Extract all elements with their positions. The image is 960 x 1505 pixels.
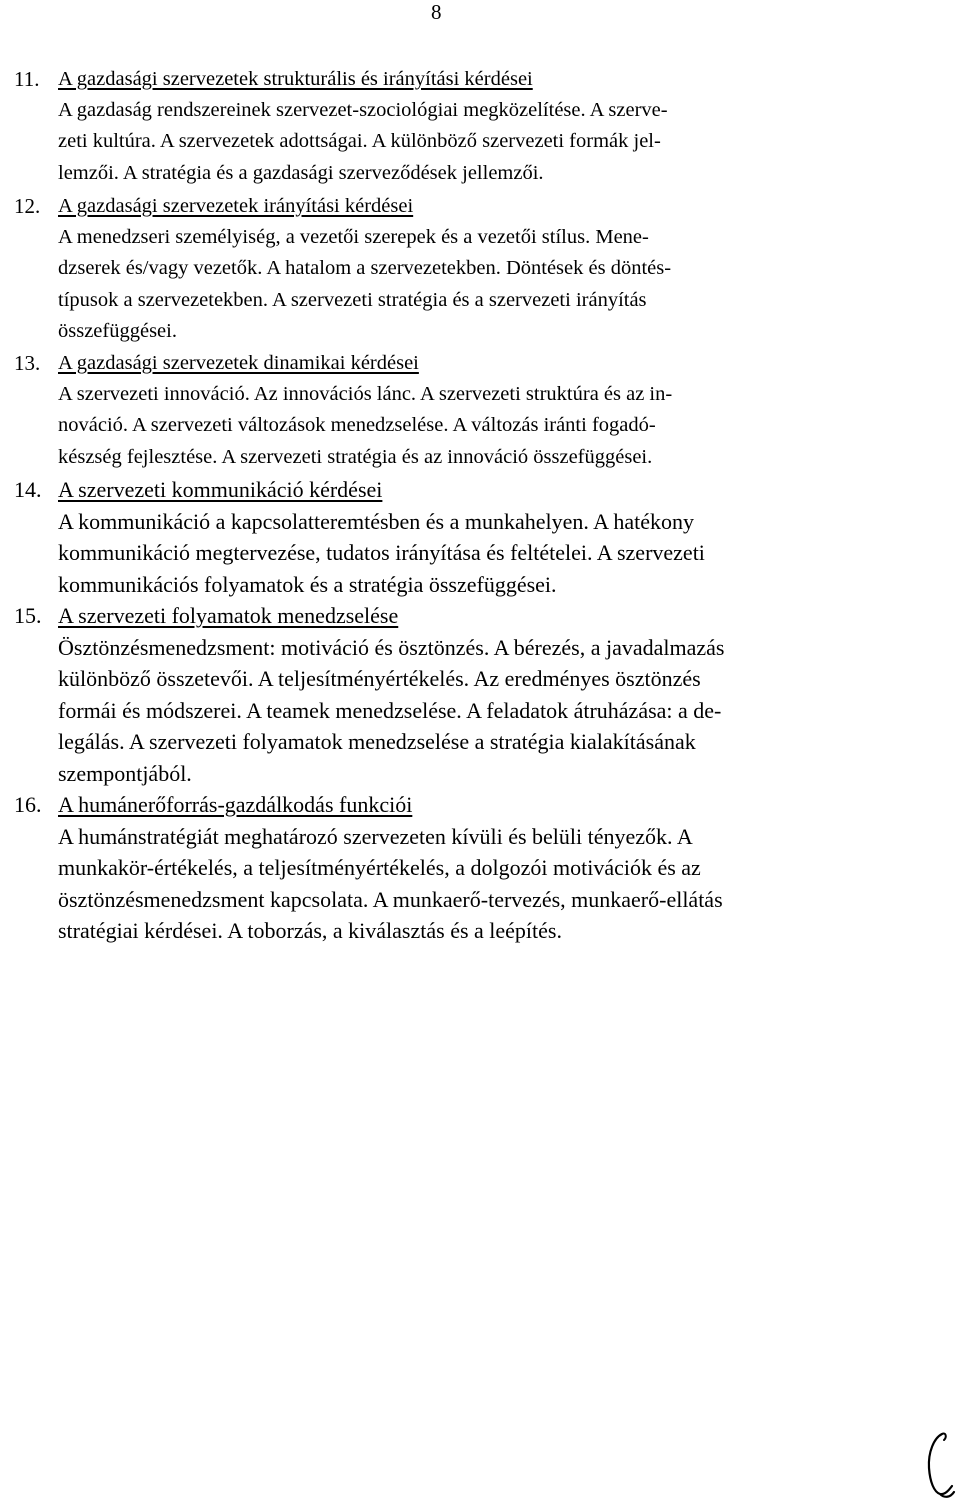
- page-number: 8: [431, 0, 442, 24]
- section-number: 15.: [14, 603, 42, 628]
- section-number: 12.: [14, 194, 41, 218]
- section-text-line: formái és módszerei. A teamek menedzselése. A feladatok átruházása: a de-: [58, 698, 722, 723]
- section-text-line: zeti kultúra. A szervezetek adottságai. A különböző szervezeti formák jel-: [58, 130, 661, 152]
- section-text-line: legálás. A szervezeti folyamatok menedzselése a stratégia kialakításának: [58, 729, 696, 754]
- section-number: 14.: [14, 477, 42, 502]
- section-heading: A gazdasági szervezetek strukturális és irányítási kérdései: [58, 68, 533, 90]
- section-text-line: szempontjából.: [58, 761, 192, 786]
- section-number: 11.: [14, 67, 40, 91]
- section-heading: A humánerőforrás-gazdálkodás funkciói: [58, 792, 413, 817]
- section-text-line: stratégiai kérdései. A toborzás, a kiválasztás és a leépítés.: [58, 918, 562, 943]
- section-text-line: különböző összetevői. A teljesítményértékelés. Az eredményes ösztönzés: [58, 666, 701, 691]
- section-text-line: összefüggései.: [58, 320, 177, 342]
- section-heading: A gazdasági szervezetek dinamikai kérdései: [58, 352, 419, 374]
- section-heading: A szervezeti kommunikáció kérdései: [58, 477, 383, 502]
- section-text-line: nováció. A szervezeti változások menedzselése. A változás iránti fogadó-: [58, 414, 656, 436]
- section-text-line: A kommunikáció a kapcsolatteremtésben és a munkahelyen. A hatékony: [58, 509, 694, 534]
- section-text-line: A humánstratégiát meghatározó szervezeten kívüli és belüli tényezők. A: [58, 824, 693, 849]
- section-text-line: A gazdaság rendszereinek szervezet-szociológiai megközelítése. A szerve-: [58, 99, 668, 121]
- section-text-line: kommunikációs folyamatok és a stratégia összefüggései.: [58, 572, 557, 597]
- section-text-line: típusok a szervezetekben. A szervezeti stratégia és a szervezeti irányítás: [58, 289, 647, 311]
- section-text-line: A menedzseri személyiség, a vezetői szerepek és a vezetői stílus. Mene-: [58, 226, 649, 248]
- section-heading: A gazdasági szervezetek irányítási kérdései: [58, 195, 414, 217]
- section-text-line: A szervezeti innováció. Az innovációs lánc. A szervezeti struktúra és az in-: [58, 383, 673, 405]
- section-heading: A szervezeti folyamatok menedzselése: [58, 603, 399, 628]
- section-text-line: készség fejlesztése. A szervezeti stratégia és az innováció összefüggései.: [58, 446, 653, 468]
- section-text-line: Ösztönzésmenedzsment: motiváció és ösztönzés. A bérezés, a javadalmazás: [58, 635, 725, 660]
- section-text-line: lemzői. A stratégia és a gazdasági szerveződések jellemzői.: [58, 162, 544, 184]
- section-text-line: dzserek és/vagy vezetők. A hatalom a szervezetekben. Döntések és döntés-: [58, 257, 672, 279]
- section-text-line: ösztönzésmenedzsment kapcsolata. A munkaerő-tervezés, munkaerő-ellátás: [58, 887, 723, 912]
- section-text-line: munkakör-értékelés, a teljesítményértékelés, a dolgozói motivációk és az: [58, 855, 701, 880]
- section-text-line: kommunikáció megtervezése, tudatos irányítása és feltételei. A szervezeti: [58, 540, 705, 565]
- section-number: 13.: [14, 351, 41, 375]
- section-number: 16.: [14, 792, 42, 817]
- signature-mark: [920, 1428, 956, 1500]
